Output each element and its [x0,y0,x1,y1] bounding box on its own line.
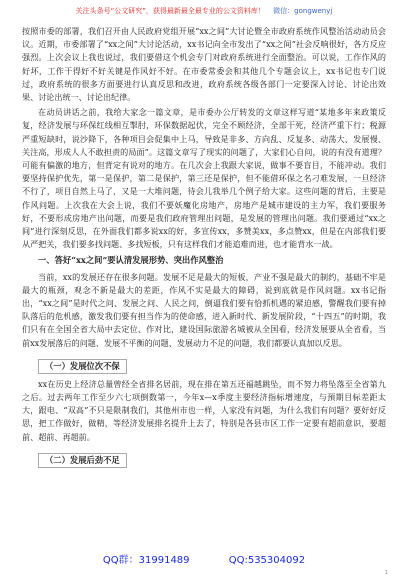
subsection-heading-1-wrap [38,354,386,374]
document-body [22,25,386,546]
footer-qq: QQ:535304092 [228,555,306,566]
subsection-heading-1: （一）发展位次不保 [38,359,127,374]
footer-contact [0,551,408,566]
header-promo-text: 关注头条号“公文研究”，获得最新最全最专业的公文资料库！ [75,7,265,15]
header-wechat-id: 微信：gongwenyj [273,7,333,15]
subsection-heading-2: （二）发展后劲不足 [38,453,127,468]
page-number: 1 [384,570,388,576]
section-heading-1: 一、答好“xx之间”要认清发展形势、突出作风整治 [38,255,224,266]
paragraph-section-1: 当前，xx的发展还存在很多问题。发展不足是最大的短板，产业不强是最大的制约，基础不牢是最大的瓶颈，观念不新是最大的差距，作风不实是最大的障碍，说到底就是作风问题。xx书记指出，“xx之间”是时代之问、发展之问、人民之问，倒逼我们要有恰抓机遇的紧迫感，警醒我们要有掉队落后的危机感，激发我们要有担当作为的使命感，进入新时代、新发展阶段，“十四五”的时期，我们只有在全国全省大局中去定位、作对比，建设国际旅游名城被从全国看，经济发展要从全省看，当前xx发展落后的问题、发展不平衡的问题、发展动力不足的问题，我们都要认真加以反思。 [22,271,386,348]
paragraph-subsection-1: xx在历史上经济总量曾经全省排名居前，现在排在第五还福越跳坠，而不努力将坠落至全省第九之后。过去两年工作至少六七项倒数第一，今年x—x季度主要经济指标增速度，与預期目标差距太大，跟电、“双高”不只是限制我们，其他州市也一样，人家没有问题，为什么我们有问题？要好好反思，把工作做好，做精，等经济发展排名提升上去了，特别是各县市区工作一定要有超前意识，要超前、超前、再超前。 [22,378,386,442]
subsection-heading-2-wrap [38,448,386,468]
footer-qq-group: QQ群：31991489 [102,555,190,566]
paragraph-article: 在动员讲话之前，我给大家念一篇文章，是市委办公厅转发的文章这样写道“某地多年来政策反复，经济发展与环保红线相互掣肘，环保数据起伏，完全不顾经济，全部干死，经济严重下行；税源严重短缺时，说沙降下，各种项目会促集中上马，导致是非多、方向乱、反复多、动荡大、发展慢、关注高，形成人人不敢担责的局面”。这篇文章写了现实的问题了，大家们心自问，说的有没有道理？可能有偏激的地方，但背定有说对的地方。在几次会上我跟大家说，做事不要盲目，不能冲动。我们要坚持保护优先，第一是保护，第二是保护，第三还是保护，但不能借环保之名刁难发展，一旦经济不行了，项目自然上马了，又是一大堆问题，待会儿我举几个例子给大家。这些问题的背后，主要是作风问题。上次我在大会上说，我们不要妖魔化房地产，房地产是城市建设的主力军，我们要服务好，不要形成房地产出问题，而要是我们政府管理出问题，是发展的管理出问题。我们要通过“xx之间”进行深刻反思，在外面我们都多说xx的好，多宣传xx，多赞美xx，多点赞xx，但是在内部我们要从严把关，我们要多找问题、多找短板，只有这样我们才能追难而进，也才能背水一战。 [22,107,386,250]
header-banner [0,6,408,16]
paragraph-intro: 按照市委的部署，我们召开由人民政府党组开展“xx之间”大讨论暨全市政府系统作风整治活动动员会议。近期，市委部署了“xx之间”大讨论活动，xx书记向全市发出了“xx之间”社会反响很好，各方反应强烈。上次会议上我也说过，我们要借这个机会专门对政府系统进行全面整治。可以说，工作作风的好坏，工作干得好不好关键是作风好不好。在市委常委会和其他几个专题会议上，xx书记也专门说过，政府系统的很多方面要进行认真反思和改进，政府系统各级各部门一定要深入讨论、讨论出效果、讨论出统一、讨论出纪律。 [22,26,386,103]
